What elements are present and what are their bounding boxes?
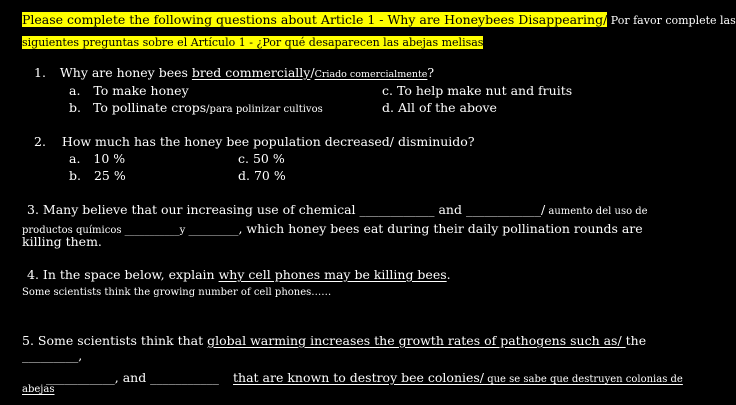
q1-option-d: d. All of the above — [382, 100, 497, 115]
question-1-text: Why are honey bees — [59, 65, 192, 80]
option-spanish: /para polinizar cultivos — [206, 104, 323, 115]
question-3-text: 3. Many believe that our increasing use of chemical ____________ and ____________/ — [27, 202, 546, 217]
slash: / — [310, 65, 315, 80]
option-text: To make honey — [93, 83, 189, 98]
question-3-spanish-blanks: productos químicos ___________y __________ — [22, 225, 239, 236]
question-5-text: 5. Some scientists think that — [22, 333, 208, 348]
question-4 — [27, 269, 451, 282]
header-spanish-start: Por favor complete las — [607, 14, 736, 27]
q1-option-b — [69, 102, 323, 115]
question-5-key-phrase: global warming increases the growth rates of pathogens such as/ — [207, 333, 626, 348]
question-5-line-3 — [46, 369, 683, 385]
question-mark: ? — [427, 65, 435, 80]
q2-option-a — [69, 153, 125, 166]
question-3-line-1 — [27, 204, 648, 217]
question-4-answer: Some scientists think the growing number of cell phones…… — [22, 287, 332, 298]
question-5-line-1 — [22, 335, 646, 348]
header-english-highlight: Please complete the following questions about Article 1 - Why are Honeybees Disappearing/ — [22, 12, 608, 27]
question-3-text-continued: , which honey bees eat during their daily pollination rounds are — [238, 221, 643, 236]
option-text: 10 % — [93, 151, 126, 166]
option-letter: b. — [69, 168, 81, 183]
question-1-key-phrase: bred commercially — [191, 65, 311, 80]
option-letter: b. — [69, 100, 81, 115]
option-text: 25 % — [93, 168, 126, 183]
question-3-spanish: aumento del uso de — [545, 206, 648, 217]
option-letter: a. — [69, 151, 81, 166]
question-number: 2. — [34, 134, 46, 149]
question-5-the: the — [625, 333, 647, 348]
question-5-key-phrase-2: that are known to destroy bee colonies/ — [233, 370, 485, 385]
question-5-blank-1: _________, — [22, 348, 83, 363]
header-spanish-highlight: siguientes preguntas sobre el Artículo 1 - ¿Por qué desaparecen las abejas melisas — [22, 36, 484, 49]
header-line-1 — [22, 14, 736, 27]
question-4-text: 4. In the space below, explain — [27, 267, 219, 282]
question-4-key-phrase: why cell phones may be killing bees — [218, 267, 447, 282]
question-1-spanish: Criado comercialmente — [314, 69, 428, 80]
q1-option-c: c. To help make nut and fruits — [382, 83, 573, 98]
question-number: 1. — [34, 65, 46, 80]
question-3-line-3: killing them. — [22, 234, 102, 249]
period: . — [446, 267, 451, 282]
question-5-spanish-end: abejas — [22, 384, 55, 395]
option-letter: a. — [69, 83, 81, 98]
q2-option-c: c. 50 % — [238, 151, 285, 166]
q2-option-d: d. 70 % — [238, 168, 286, 183]
question-3-line-2 — [22, 220, 643, 236]
question-1 — [34, 67, 434, 80]
question-5-spanish: que se sabe que destruyen colonias de — [484, 374, 683, 385]
q1-option-a — [69, 85, 189, 98]
q2-option-b — [69, 170, 126, 183]
header-line-2 — [22, 37, 483, 48]
question-2-text: How much has the honey bee population decreased/ disminuido? — [61, 134, 475, 149]
question-2 — [34, 136, 475, 149]
option-text: To pollinate crops — [92, 100, 207, 115]
question-5-blanks: ___________, and ___________ — [46, 370, 219, 385]
